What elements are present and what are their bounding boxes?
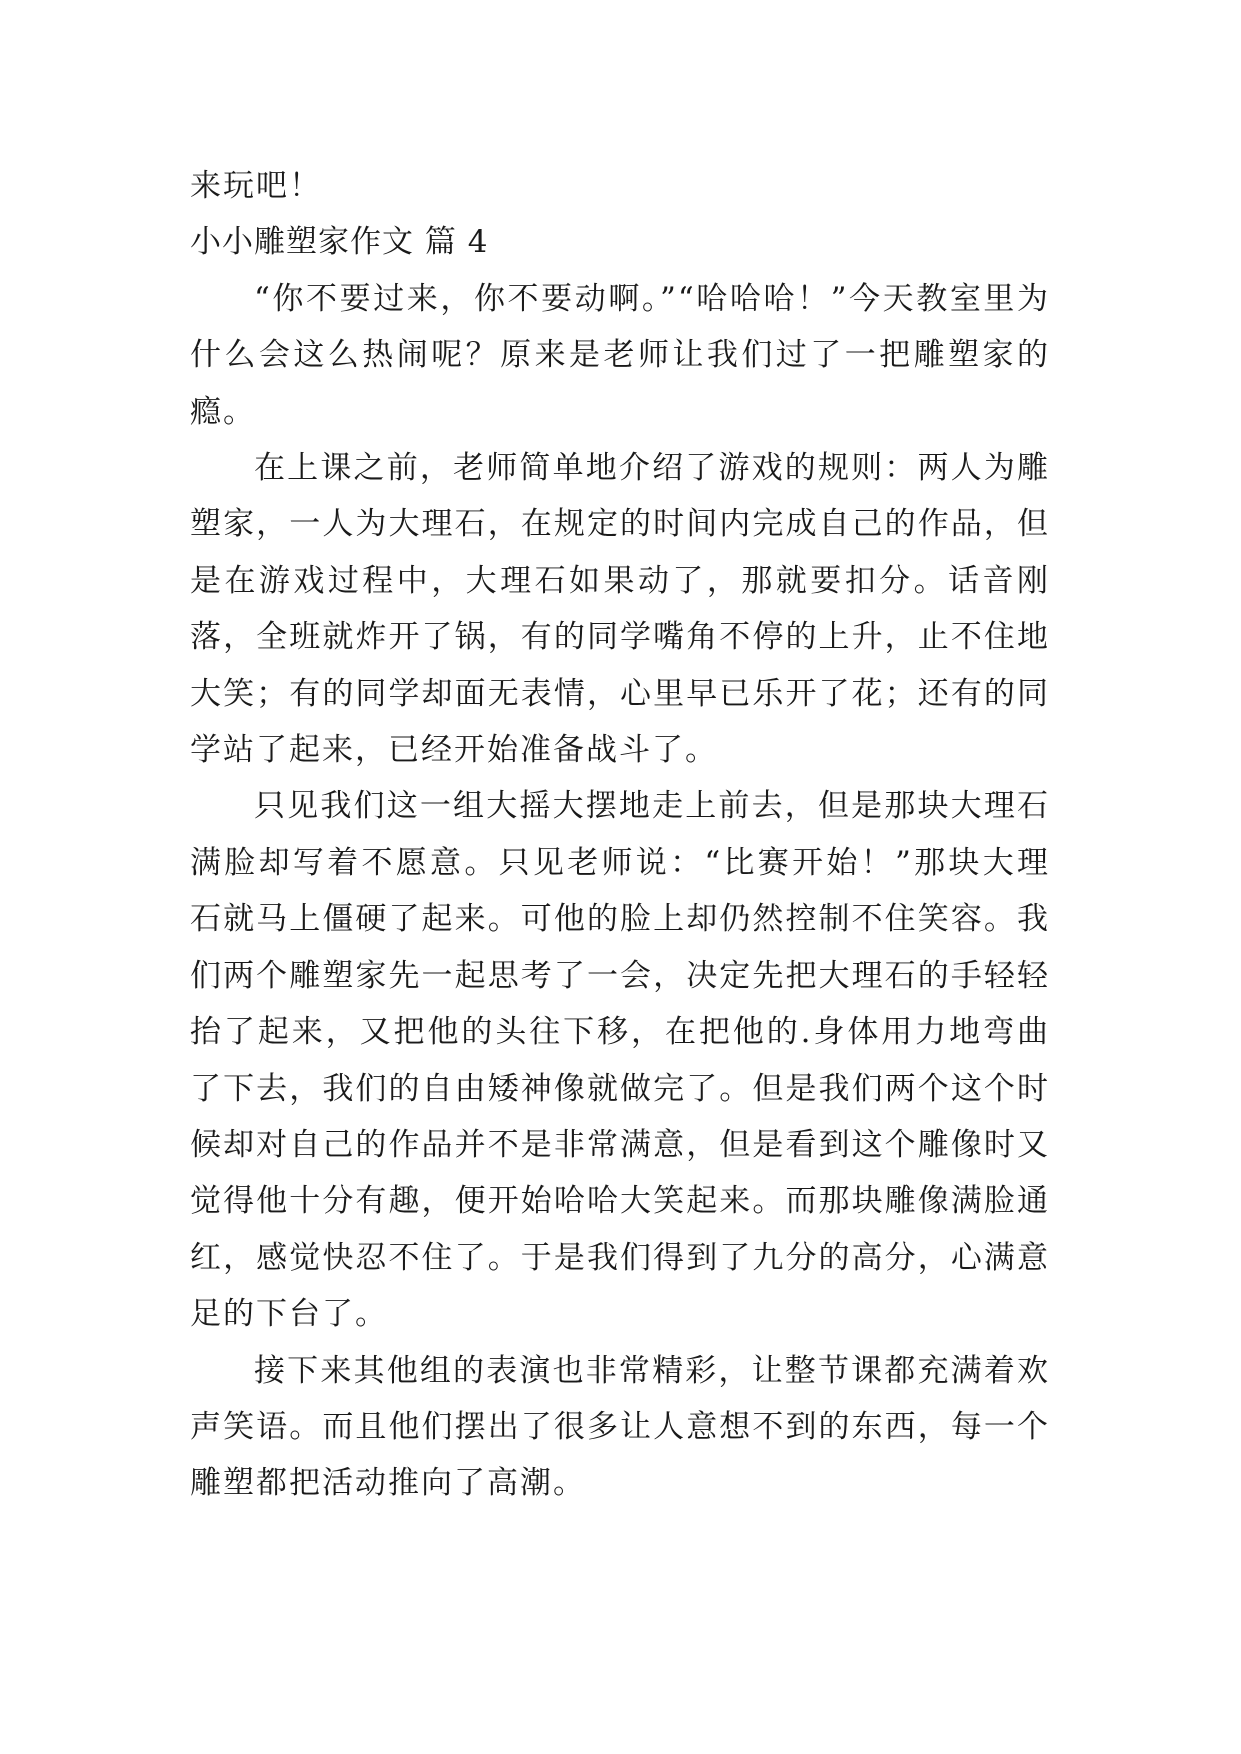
paragraph-4: 接下来其他组的表演也非常精彩，让整节课都充满着欢声笑语。而且他们摆出了很多让人意想不到的东西，每一个雕塑都把活动推向了高潮。 [190, 1352, 1050, 1502]
essay-title: 小小雕塑家作文 篇 4 [190, 224, 489, 261]
essay-body [190, 158, 1050, 1512]
paragraph-2: 在上课之前，老师简单地介绍了游戏的规则：两人为雕塑家，一人为大理石，在规定的时间内完成自己的作品，但是在游戏过程中，大理石如果动了，那就要扣分。话音刚落，全班就炸开了锅，有的同学嘴角不停的上升，止不住地大笑；有的同学却面无表情，心里早已乐开了花；还有的同学站了起来，已经开始准备战斗了。 [190, 450, 1050, 769]
lead-line: 来玩吧！ [190, 168, 322, 204]
paragraph-3: 只见我们这一组大摇大摆地走上前去，但是那块大理石满脸却写着不愿意。只见老师说：“比赛开始！”那块大理石就马上僵硬了起来。可他的脸上却仍然控制不住笑容。我们两个雕塑家先一起思考了一会，决定先把大理石的手轻轻抬了起来，又把他的头往下移，在把他的.身体用力地弯曲了下去，我们的自由矮神像就做完了。但是我们两个这个时候却对自己的作品并不是非常满意，但是看到这个雕像时又觉得他十分有趣，便开始哈哈大笑起来。而那块雕像满脸通红，感觉快忍不住了。于是我们得到了九分的高分，心满意足的下台了。 [190, 788, 1050, 1333]
paragraph-1: “你不要过来，你不要动啊。”“哈哈哈！”今天教室里为什么会这么热闹呢？原来是老师让我们过了一把雕塑家的瘾。 [190, 280, 1050, 430]
